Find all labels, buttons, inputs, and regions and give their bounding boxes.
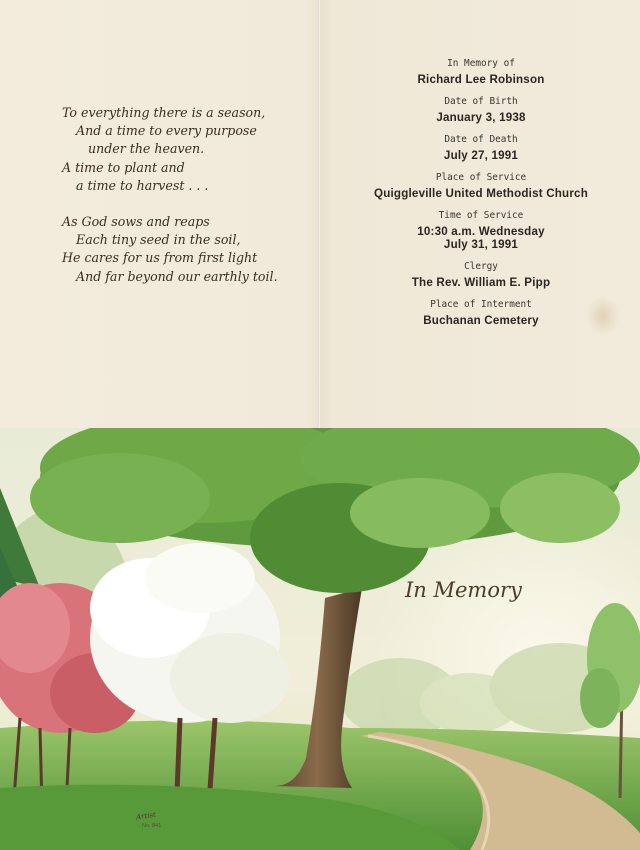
- service-time-label: Time of Service: [438, 210, 524, 221]
- death-date: July 27, 1991: [443, 149, 519, 162]
- service-place: Quiggleville United Methodist Church: [374, 187, 588, 200]
- death-label: Date of Death: [444, 134, 518, 145]
- poem-line: To everything there is a season,: [62, 105, 266, 120]
- poem-line: a time to harvest . . .: [76, 177, 209, 193]
- poem-line: He cares for us from first light: [62, 250, 258, 266]
- poem-line: As God sows and reaps: [62, 214, 210, 230]
- cover-painting: [0, 428, 640, 850]
- memory-label: In Memory of: [447, 58, 515, 69]
- cover-title: In Memory: [405, 578, 522, 602]
- deceased-name: Richard Lee Robinson: [417, 73, 545, 86]
- birth-date: January 3, 1938: [436, 111, 526, 124]
- clergy-label: Clergy: [464, 261, 498, 272]
- interment-place: Buchanan Cemetery: [423, 314, 539, 327]
- birth-label: Date of Birth: [444, 96, 518, 107]
- service-date: July 31, 1991: [443, 238, 519, 251]
- service-place-label: Place of Service: [435, 172, 527, 183]
- poem-line: Each tiny seed in the soil,: [76, 232, 241, 248]
- poem-line: A time to plant and: [62, 159, 185, 175]
- clergy-name: The Rev. William E. Pipp: [411, 276, 551, 289]
- artist-signature: Artist: [135, 810, 157, 822]
- poem-line: under the heaven.: [88, 141, 205, 157]
- stock-number: No. 841: [142, 823, 162, 829]
- landscape-illustration: [0, 428, 640, 850]
- poem: [62, 104, 312, 286]
- interment-label: Place of Interment: [430, 299, 532, 310]
- service-time: 10:30 a.m. Wednesday: [417, 225, 545, 238]
- memorial-details: [322, 58, 640, 337]
- poem-line: And far beyond our earthly toil.: [76, 268, 278, 284]
- center-fold: [318, 0, 321, 428]
- poem-line: And a time to every purpose: [76, 123, 257, 139]
